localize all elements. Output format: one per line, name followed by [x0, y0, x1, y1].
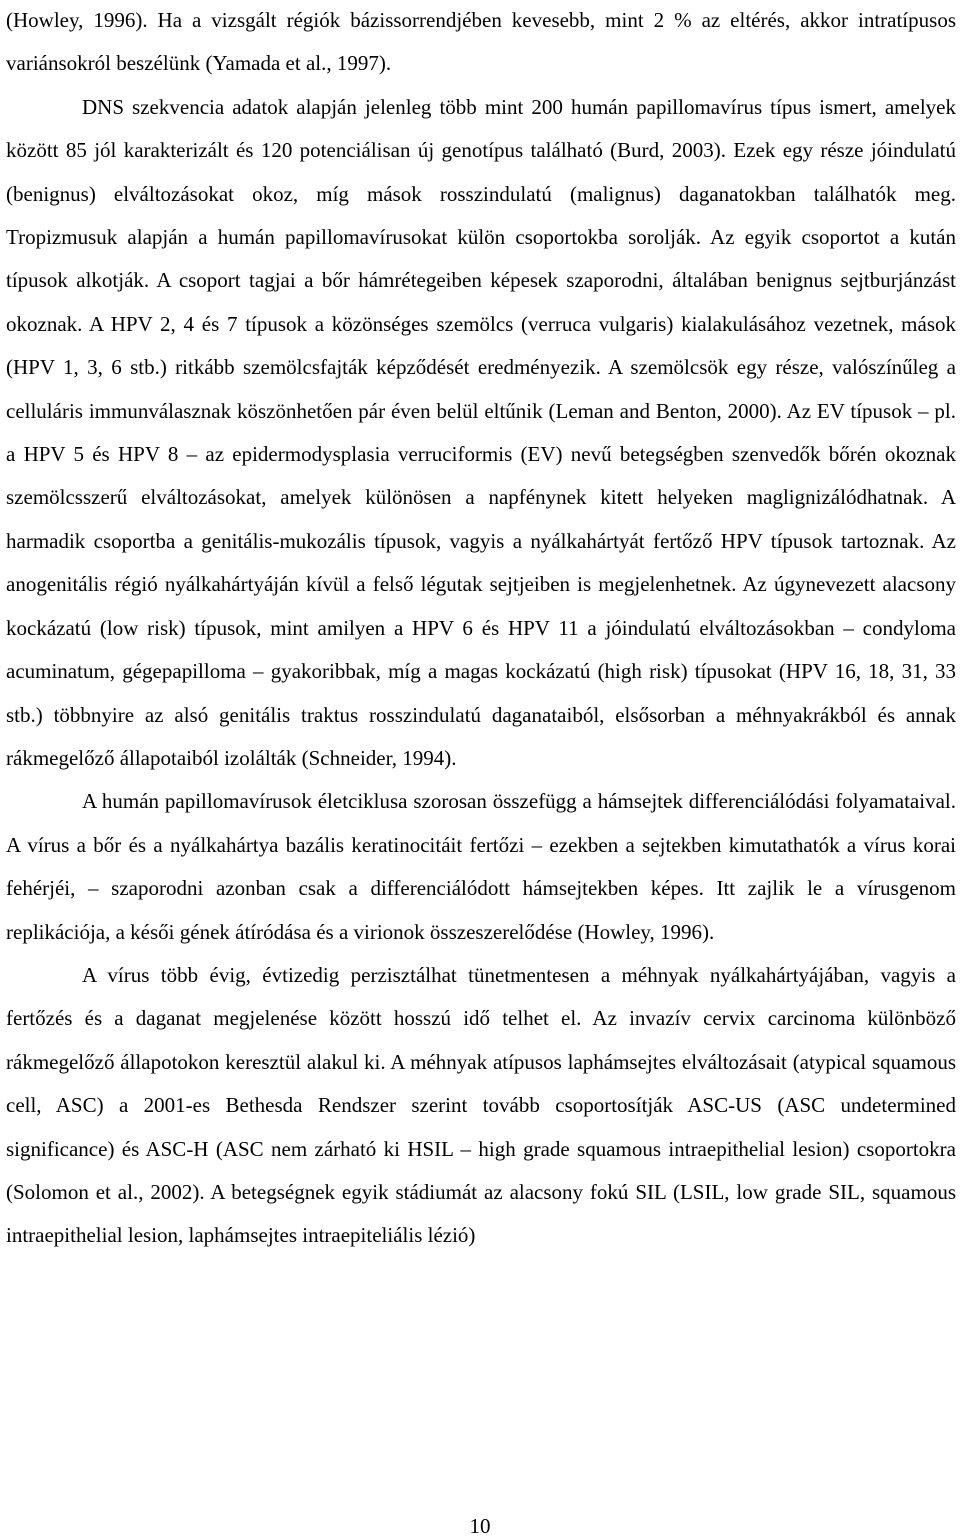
paragraph-cervix-lesions: A vírus több évig, évtizedig perzisztálhat tünetmentesen a méhnyak nyálkahártyájában, vagyis a fertőzés és a daganat megjelenése között hosszú idő telhet el. Az invazív cervix carcinoma különböző rákmegelőző állapotokon keresztül alakul ki. A méhnyak atípusos laphámsejtes elváltozásait (atypical squamous cell, ASC) a 2001-es Bethesda Rendszer szerint tovább csoportosítják ASC-US (ASC undetermined significance) és ASC-H (ASC nem zárható ki HSIL – high grade squamous intraepithelial lesion) csoportokra (Solomon et al., 2002). A betegségnek egyik stádiumát az alacsony fokú SIL (LSIL, low grade SIL, squamous intraepithelial lesion, laphámsejtes intraepiteliális lézió): [6, 962, 956, 1248]
page-number: 10: [469, 1514, 491, 1538]
paragraph-continuation: (Howley, 1996). Ha a vizsgált régiók bázissorrendjében kevesebb, mint 2 % az eltérés, akkor intratípusos variánsokról beszélünk (Yamada et al., 1997).: [6, 8, 956, 76]
document-page: [6, 0, 956, 1258]
paragraph-hpv-types: DNS szekvencia adatok alapján jelenleg több mint 200 humán papillomavírus típus ismert, amelyek között 85 jól karakterizált és 120 potenciálisan új genotípus található (Burd, 2003). Ezek egy része jóindulatú (benignus) elváltozásokat okoz, míg mások rosszindulatú (malignus) daganatokban találhatók meg. Tropizmusuk alapján a humán papillomavírusokat külön csoportokba sorolják. Az egyik csoportot a kután típusok alkotják. A csoport tagjai a bőr hámrétegeiben képesek szaporodni, általában benignus sejtburjánzást okoznak. A HPV 2, 4 és 7 típusok a közönséges szemölcs (verruca vulgaris) kialakulásához vezetnek, mások (HPV 1, 3, 6 stb.) ritkább szemölcsfajták képződését eredményezik. A szemölcsök egy része, valószínűleg a celluláris immunválasznak köszönhetően pár éven belül eltűnik (Leman and Benton, 2000). Az EV típusok – pl. a HPV 5 és HPV 8 – az epidermodysplasia verruciformis (EV) nevű betegségben szenvedők bőrén okoznak szemölcsszerű elváltozásokat, amelyek különösen a napfénynek kitett helyeken maglignizálódhatnak. A harmadik csoportba a genitális-mukozális típusok, vagyis a nyálkahártyát fertőző HPV típusok tartoznak. Az anogenitális régió nyálkahártyáján kívül a felső légutak sejtjeiben is megjelenhetnek. Az úgynevezett alacsony kockázatú (low risk) típusok, mint amilyen a HPV 6 és HPV 11 a jóindulatú elváltozásokban – condyloma acuminatum, gégepapilloma – gyakoribbak, míg a magas kockázatú (high risk) típusokat (HPV 16, 18, 31, 33 stb.) többnyire az alsó genitális traktus rosszindulatú daganataiból, elsősorban a méhnyakrákból és annak rákmegelőző állapotaiból izolálták (Schneider, 1994).: [6, 94, 956, 770]
paragraph-life-cycle: A humán papillomavírusok életciklusa szorosan összefügg a hámsejtek differenciálódási folyamataival. A vírus a bőr és a nyálkahártya bazális keratinocitáit fertőzi – ezekben a sejtekben kimutathatók a vírus korai fehérjéi, – szaporodni azonban csak a differenciálódott hámsejtekben képes. Itt zajlik le a vírusgenom replikációja, a késői gének átíródása és a virionok összeszerelődése (Howley, 1996).: [6, 789, 956, 944]
